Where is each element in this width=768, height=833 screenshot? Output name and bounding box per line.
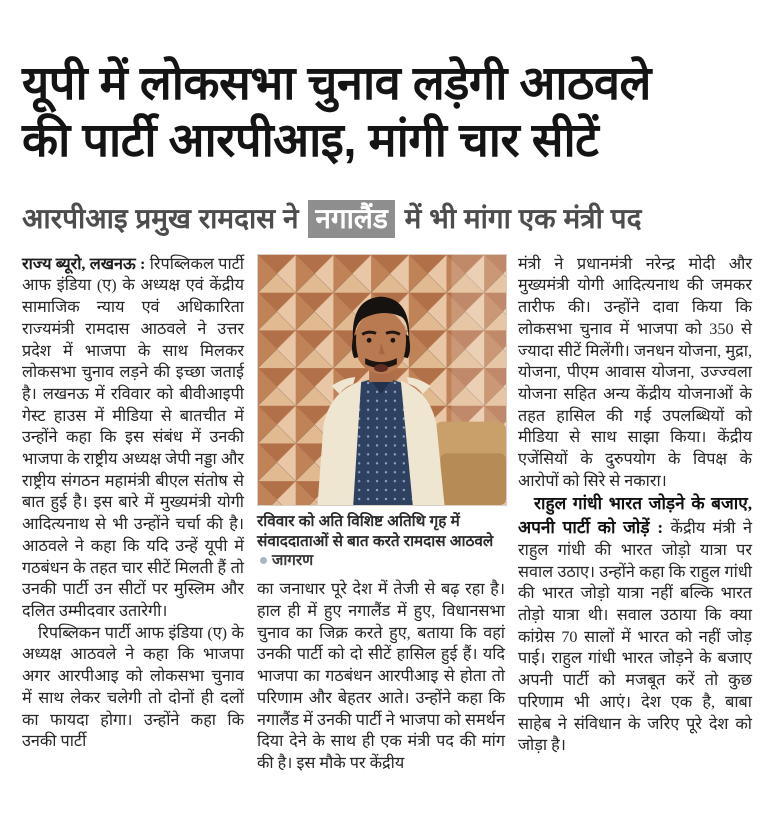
photo-caption — [257, 512, 505, 572]
photo-credit: जागरण — [272, 552, 314, 570]
headline-line-1: यूपी में लोकसभा चुनाव लड़ेगी आठवले — [22, 56, 651, 110]
body-column-3 — [518, 254, 752, 775]
runin-subheading: राहुल गांधी भारत जोड़ने के बजाए, अपनी पार्टी को जोड़ें : — [518, 494, 752, 538]
article-subheadline — [22, 200, 752, 238]
body-column-1 — [22, 254, 244, 775]
subheadline-prefix: आरपीआइ प्रमुख रामदास ने — [22, 202, 299, 234]
paragraph: का जनाधार पूरे देश में तेजी से बढ़ रहा है। हाल ही में हुए नगालैंड में हुए, विधानसभा चुनाव का जिक्र करते हुए, बताया कि वहां उनकी पार्टी को दो सीटें हासिल हुई हैं। यदि भाजपा का गठबंधन आरपीआइ से होता तो परिणाम और बेहतर आते। उन्होंने कहा कि नगालैंड में उनकी पार्टी ने भाजपा को समर्थन दिया देने के साथ ही एक मंत्री पद की मांग की है। इस मौके पर केंद्रीय — [257, 580, 505, 772]
paragraph — [518, 492, 752, 756]
photo-caption-text: रविवार को अति विशिष्ट अतिथि गृह में संवाददाताओं से बात करते रामदास आठवले — [257, 512, 494, 550]
paragraph: मंत्री ने प्रधानमंत्री नरेन्द्र मोदी और मुख्यमंत्री योगी आदित्यनाथ की जमकर तारीफ की। उन्होंने दावा किया कि लोकसभा चुनाव में भाजपा को 350 से ज्यादा सीटें मिलेंगी। जनधन योजना, मुद्रा, योजना, पीएम आवास योजना, उज्ज्वला योजना सहित अन्य केंद्रीय योजनाओं के तहत हासिल की गई उपलब्धियों को मीडिया से साथ साझा किया। केंद्रीय एजेंसियों के दुरुपयोग के विपक्ष के आरोपों को सिरे से नकारा। — [518, 254, 752, 490]
paragraph-text: रिपब्लिकल पार्टी आफ इंडिया (ए) के अध्यक्ष एवं केंद्रीय सामाजिक न्याय एवं अधिकारिता राज्यमंत्री रामदास आठवले ने उत्तर प्रदेश में भाजपा के साथ मिलकर लोकसभा चुनाव लड़ने की इच्छा जताई है। लखनऊ में रविवार को बीवीआइपी गेस्ट हाउस में मीडिया से बातचीत में उन्होंने कहा कि इस संबंध में उनकी भाजपा के राष्ट्रीय अध्यक्ष जेपी नड्डा और राष्ट्रीय संगठन महामंत्री बीएल संतोष से बात हुई है। इस बारे में मुख्यमंत्री योगी आदित्यनाथ से भी उन्होंने चर्चा की है। आठवले ने कहा कि यदि उन्हें यूपी में गठबंधन के तहत चार सीटें मिलती हैं तो उनकी पार्टी उन सीटों पर मुस्लिम और दलित उम्मीदवार उतारेगी। — [22, 254, 244, 620]
body-column-2 — [257, 254, 505, 775]
article-headline — [22, 55, 752, 168]
dateline-lead: राज्य ब्यूरो, लखनऊ : — [22, 254, 146, 273]
paragraph-text: केंद्रीय मंत्री ने राहुल गांधी की भारत जोड़ो यात्रा पर सवाल उठाए। उन्होंने कहा कि राहुल गांधी की भारत जोड़ो यात्रा नहीं बल्कि भारत तोड़ो यात्रा थी। सवाल उठाया कि क्या कांग्रेस 70 सालों में भारत को नहीं जोड़ पाई। राहुल गांधी भारत जोड़ने के बजाए अपनी पार्टी को मजबूत करें तो कुछ परिणाम भी आएं। देश एक है, बाबा साहेब ने संविधान के जरिए पूरे देश को जोड़ा है। — [518, 519, 752, 755]
headline-line-2: की पार्टी आरपीआइ, मांगी चार सीटें — [22, 112, 599, 166]
article-photo — [257, 254, 507, 506]
paragraph — [22, 254, 244, 623]
subheadline-suffix: में भी मांगा एक मंत्री पद — [404, 202, 642, 234]
subheadline-highlight-nagaland: नगालैंड — [308, 200, 395, 238]
paragraph: रिपब्लिकन पार्टी आफ इंडिया (ए) के अध्यक्ष आठवले ने कहा कि भाजपा अगर आरपीआइ को लोकसभा चुनाव में साथ लेकर चलेगी तो दोनों ही दलों का फायदा होगा। उन्होंने कहा कि उनकी पार्टी — [22, 623, 244, 751]
credit-bullet-icon — [260, 557, 267, 564]
article-body — [22, 254, 752, 775]
photo-illustration — [258, 255, 506, 505]
